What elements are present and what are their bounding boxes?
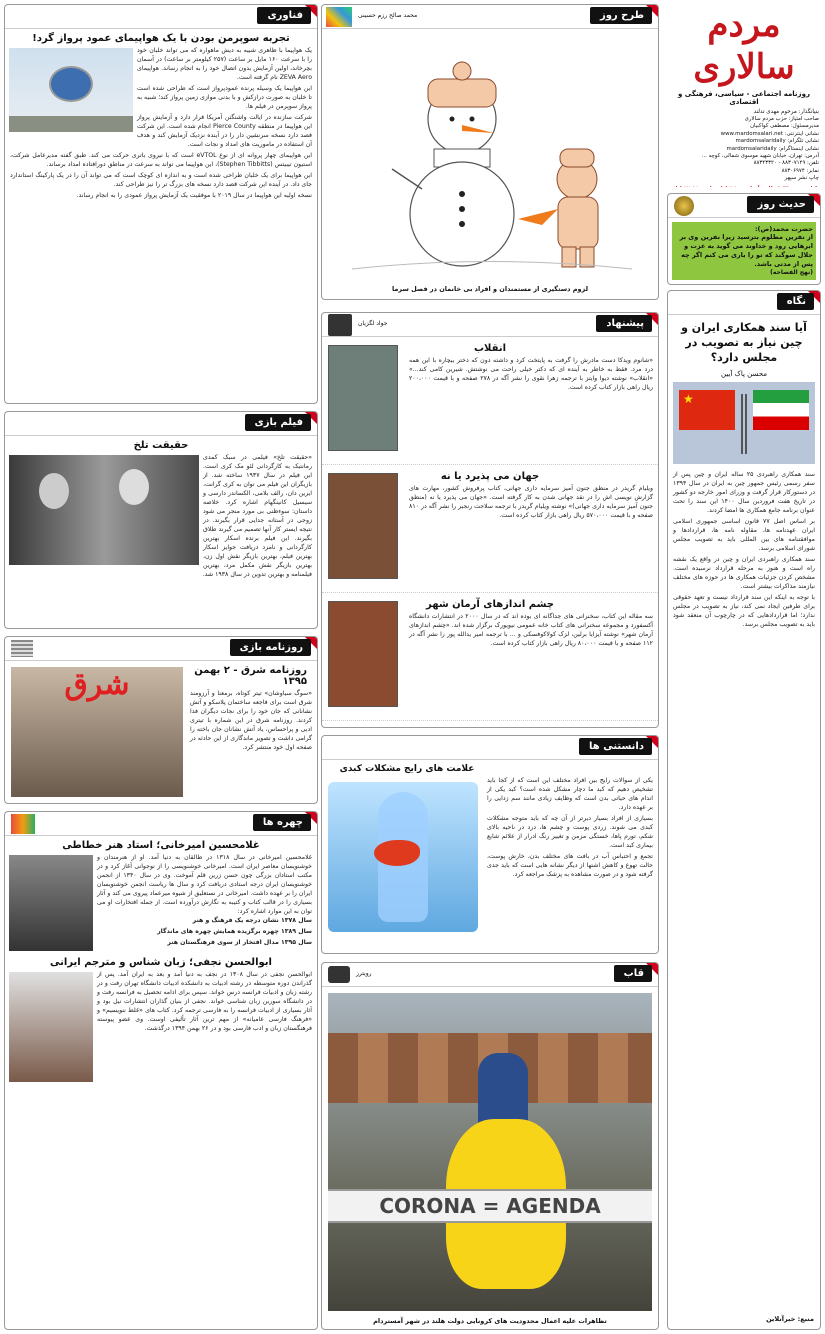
paragraph: بر اساس اصل ۷۷ قانون اساسی جمهوری اسلامی ایران عهدنامه ها، مقاوله نامه ها، قراردادها و موافقتنامه های بین المللی باید به تصویب مجلس شورای اسلامی برسد. bbox=[673, 518, 815, 552]
tarh-header bbox=[322, 5, 658, 29]
book-cover-image bbox=[328, 601, 398, 707]
negah-title: آیا سند همکاری ایران و چین نیاز به تصویب در مجلس دارد؟ bbox=[681, 321, 807, 364]
negah-photo bbox=[673, 382, 815, 464]
chehreha-box bbox=[4, 811, 318, 1330]
paragraph: تجمع و احتباس آب در بافت های مختلف بدن، خارش پوست، حالت تهوع و کاهش اشتها از دیگر نشانه هایی است که باید جدی گرفته شود و در صورت مشاهده به پزشک مراجعه کرد. bbox=[487, 853, 653, 878]
negah-label: نگاه bbox=[777, 293, 814, 310]
paragraph: آدرس: تهران، خیابان شهید موسوی شمالی، کوچه ... bbox=[701, 153, 819, 160]
iran-flag-image bbox=[753, 390, 809, 430]
issue-line-1 bbox=[667, 186, 821, 187]
book-description: سه مقاله این کتاب، سخنرانی های جداگانه ای بوده اند که در سال ۲۰۰۰ در انتشارات دانشگاه آکسفورد و مجموعه سخنرانی های کتاب خانه عمومی نیویورک برگزار شده اند. «چشم اندازهای آرمان شهر» نوشته آیزایا برلین، لزک کولاکوفسکی و ... با ترجمه امیر یدالله پور را نشر آگه در ۱۱۲ صفحه و با قیمت ۸۰،۰۰۰ ریال راهی بازار کتاب کرده است. bbox=[409, 613, 653, 647]
book-list bbox=[322, 337, 658, 721]
negah-box bbox=[667, 290, 821, 1330]
hadith-label: حدیث روز bbox=[747, 196, 814, 213]
negah-signature: منبع: خبرآنلاین bbox=[766, 1315, 814, 1323]
paragraph: صاحب امتیاز: حزب مردم سالاری bbox=[744, 116, 819, 122]
middle-column bbox=[321, 4, 659, 1330]
tarh-box bbox=[321, 4, 659, 300]
hadith-text: از نفرین مظلوم بترسید زیرا نفرین وی بر ابرهایی رود و خداوند می گوید به عزت و جلال سوگند که تو را یاری می کنم اگر چه پس از مدتی باشد. bbox=[679, 233, 813, 268]
paragraph: سال ۱۳۹۵ مدال افتخار از سوی فرهنگستان هنر bbox=[167, 939, 312, 946]
paragraph: سند همکاری راهبردی ۲۵ ساله ایران و چین پس از سفر رسمی رئیس جمهور چین به ایران در سال ۱۳۹۴ در دستورکار قرار گرفت و وزرای امور خارجه دو کشور در تاریخ هفت فروردین سال ۱۴۰۰ این سند را تحت عنوان برنامه جامع همکاری ها امضا کردند. bbox=[673, 471, 815, 514]
pishnahad-label: پیشنهاد bbox=[596, 315, 652, 332]
paragraph: این هواپیما برای یک خلبان طراحی شده است و به اندازه ای کوچک است که می تواند آن را در یک پارکینگ استاندارد جای داد. در آینده این شرکت قصد دارد نسخه های بزرگ تر را نیز طراحی کند. bbox=[10, 172, 312, 188]
ghab-box bbox=[321, 962, 659, 1330]
pishnahad-box bbox=[321, 312, 659, 728]
ghab-photo bbox=[328, 993, 652, 1311]
person-2-photo bbox=[9, 972, 93, 1082]
tarh-artist: محمد صالح رزم حسینی bbox=[358, 12, 418, 19]
paragraph: شرکت سازنده در ایالت واشنگتن آمریکا قرار دارد و آزمایش پرواز این هواپیما در منطقه Pierce County انجام شده است. این شرکت قصد دارد نسخه سرنشین دار را در آینده نزدیک آزمایش کند و هدف آن استفاده در ماموریت های امداد و نجات است. bbox=[137, 114, 312, 148]
paragraph: یکی از سوالات رایج بین افراد مختلف این است که از کجا باید تشخیص دهیم که کبد ما دچار مشکل شده است؟ کبد یکی از اندام های حیاتی بدن است که وظایف زیادی مانند سم زدایی را بر عهده دارد. bbox=[487, 777, 653, 811]
roznamebazi-title: روزنامه شرق - ۲ بهمن ۱۳۹۵ bbox=[194, 665, 307, 687]
hadith-box bbox=[667, 193, 821, 285]
shargh-frontpage bbox=[11, 667, 183, 797]
film-still bbox=[9, 455, 199, 565]
pishnahad-author: جواد لگزیان bbox=[358, 320, 388, 327]
film-header bbox=[5, 412, 317, 436]
fanavari-box bbox=[4, 4, 318, 404]
danestani-body bbox=[482, 776, 658, 879]
masthead-info bbox=[667, 116, 821, 183]
danestani-label: دانستنی ها bbox=[579, 738, 652, 755]
chehreha-header bbox=[5, 812, 317, 836]
tarh-caption: لزوم دستگیری از مستمندان و افراد بی خانمان در فصل سرما bbox=[391, 285, 589, 293]
pishnahad-header bbox=[322, 313, 658, 337]
roznamebazi-box bbox=[4, 636, 318, 804]
roznamebazi-label: روزنامه بازی bbox=[230, 639, 311, 656]
paragraph: سال ۱۳۸۹ چهره برگزیده همایش چهره های ماندگار bbox=[157, 928, 312, 935]
negah-header bbox=[668, 291, 820, 315]
tarh-artist-badge bbox=[326, 7, 352, 27]
danestani-box bbox=[321, 735, 659, 954]
masthead-box bbox=[667, 4, 821, 187]
book-item bbox=[322, 337, 658, 465]
shargh-masthead: شرق bbox=[64, 667, 130, 702]
paragraph: نشانی اینستاگرام: mardomsalaridaily bbox=[726, 145, 819, 152]
ghab-caption: تظاهرات علیه اعمال محدودیت های کرونایی دولت هلند در شهر آمستردام bbox=[373, 1317, 607, 1325]
paragraph: نمابر: ۸۸۳۰۶۹۷۴ bbox=[781, 167, 819, 174]
film-label: فیلم بازی bbox=[245, 414, 311, 431]
banner-text: CORONA = AGENDA bbox=[379, 1194, 601, 1218]
person-1-body: غلامحسین امیرخانی در سال ۱۳۱۸ در طالقان به دنیا آمد. او از هنرمندان و خوشنویسان معاصر ایران است. امیرخانی خوشنویسی را از نوجوانی آغاز کرد و در مکتب استادان بزرگی چون حسن زرین قلم آموخت. وی در سال ۱۳۴۰ از انجمن خوشنویسان ایران درجه استادی دریافت کرد و سال ها ریاست انجمن خوشنویسان ایران را بر عهده داشت. امیرخانی در نستعلیق از شیوه میرعماد پیروی می کند و آثار بسیاری را در قالب کتاب و کتیبه به نگارش درآورده است. از جمله افتخارات او می توان به این موارد اشاره کرد: bbox=[97, 854, 312, 915]
paragraph: نشانی تلگرام: mardomsalaridaily bbox=[735, 138, 819, 145]
film-body: «حقیقت تلخ» فیلمی در سبک کمدی رمانتیک به کارگردانی لئو مک کری است. این فیلم در سال ۱۹۳۷ ساخته شد. از بازیگران این فیلم می توان به کری گرانت، ایرین دان، رالف بلامی، الکساندر دارسی و سیسیل کانینگهام اشاره کرد. خلاصه داستان: سوءظنی بی مورد منجر می شود زوجی در آستانه جدایی قرار بگیرند. در نتیجه ایستر کار آنها تصمیم می گیرند طلاق بگیرند. این فیلم برنده اسکار بهترین کارگردانی و نامزد دریافت جوایز اسکار بهترین فیلم، بهترین بازیگر نقش اول زن، بهترین بازیگر نقش مکمل مرد، بهترین فیلمنامه و بهترین تدوین در سال ۱۹۳۸ شد. bbox=[202, 454, 312, 578]
book-item bbox=[322, 593, 658, 721]
book-item bbox=[322, 465, 658, 593]
hadith-ornament-icon bbox=[674, 196, 694, 216]
fanavari-label: فناوری bbox=[257, 7, 311, 24]
paragraph: نشانی اینترنتی: www.mardomsalari.net bbox=[720, 130, 819, 137]
author-avatar bbox=[328, 314, 352, 336]
left-column bbox=[4, 4, 318, 1330]
book-description: «شانوم ویدکا دست مادرش را گرفت به پایتخت کرد و داشته دون که دختر بیچاره با این همه درد مرد. فقط به خاطر به آینده ای که دکتر خیلی راحت می نوشتش. شیرین کامی کند...» «انقلاب» نوشته دیوا وایتز با ترجمه زهرا نقوی را نشر آگه در ۲۷۸ صفحه و با قیمت ۲۰۰،۰۰۰ ریال راهی بازار کتاب کرده است. bbox=[409, 357, 653, 391]
paragraph: چاپ نشر سپهر bbox=[784, 175, 819, 182]
negah-author: محسن پاک آیین bbox=[721, 370, 767, 378]
protest-banner bbox=[328, 1189, 652, 1223]
liver-illustration bbox=[328, 782, 478, 932]
book-title: چشم اندازهای آرمان شهر bbox=[426, 599, 554, 610]
book-description: ویلیام گریدر در منطق جنون آمیز سرمایه داری جهانی، کتاب پرفروش کشور، مهارت های گزارش نویسی اش را در نقد جهانی شدن به کار گرفته است. «جهان می پذیرد یا نه (منطق جنون آمیز سرمایه داری جهانی)» نوشته ویلیام گریدر با ترجمه سلاحت رنجبر را نشر آگه در ۸۱۰ صفحه و با قیمت ۵۷۰،۰۰۰ ریال راهی بازار کتاب کرده است. bbox=[409, 485, 653, 519]
book-title: جهان می پذیرد یا نه bbox=[440, 471, 540, 482]
paragraph: با توجه به اینکه این سند قرارداد نیست و تعهد حقوقی برای طرفین ایجاد نمی کند، نیاز به تصویب در مجلس ندارد؛ اما قراردادهایی که در چارچوب آن منعقد شود باید به تصویب مجلس برسد. bbox=[673, 594, 815, 628]
person-2-body: ابوالحسن نجفی در سال ۱۳۰۸ در نجف به دنیا آمد و بعد به ایران آمد. پس از گذراندن دوره متوسطه در رشته ادبیات به دانشکده ادبیات دانشگاه تهران رفت و در رشته زبان و ادبیات فرانسه درس خواند. سپس برای ادامه تحصیل به فرانسه رفت و در دانشگاه سوربن زبان شناسی خواند. نجفی از بنیان گذاران انتشارات نیل بود و آثار بسیاری از ادبیات فرانسه را به فارسی ترجمه کرد. کتاب های «غلط ننویسیم» و «فرهنگ فارسی عامیانه» از مهم ترین آثار تألیفی اوست. وی عضو پیوسته فرهنگستان زبان و ادب فارسی بود و در ۲۶ بهمن ۱۳۹۴ درگذشت. bbox=[97, 971, 312, 1032]
book-title: انقلاب bbox=[473, 343, 507, 354]
paragraph: تلفن: ۸۸۳۰۷۱۴۹ - ۸۸۳۴۳۳۲۰ bbox=[753, 160, 819, 167]
masthead-tagline: بنیانگذار: مرحوم مهدی تدلند bbox=[753, 109, 819, 115]
newspaper-icon bbox=[11, 640, 33, 657]
paragraph: یک هواپیما با ظاهری شبیه به دیش ماهواره که می تواند خلبان خود را با سرعت ۱۶۰ مایل بر ساعت (۲۵۷ کیلومتر بر ساعت) در آسمان بچرخاند، اولین آزمایش بدون اتصال خود را به انجام رساند. هواپیمای ZEVA Aero نام گرفته است. bbox=[137, 47, 312, 81]
ghab-header bbox=[322, 963, 658, 987]
ghab-source: رویترز bbox=[356, 970, 372, 977]
tarh-label: طرح روز bbox=[590, 7, 652, 24]
hadith-author: حضرت محمد(ص): bbox=[754, 225, 813, 233]
negah-body bbox=[668, 470, 820, 629]
roznamebazi-body: «سوگ سیاوشان» تیتر کوتاه، برمعنا و آرزومند شرق است برای فاجعه ساختمان پلاسکو و آتش نشانانی که جان خود را برای نجات دیگران فدا کردند. روزنامه شرق در این شماره با تیتری ادبی و پراحساس، یاد آتش نشانان جان باخته را گرامی داشت و تصویر ماندگاری از این حادثه در صفحه اول خود منتشر کرد. bbox=[190, 690, 312, 751]
paragraph: نسخه اولیه این هواپیما در سال ۲۰۱۹ با موفقیت یک آزمایش پرواز عمودی را به انجام رساند. bbox=[76, 192, 312, 199]
camera-icon bbox=[328, 966, 350, 983]
chehreha-label: چهره ها bbox=[253, 814, 311, 831]
person-1-photo bbox=[9, 855, 93, 951]
film-title: حقیقت تلخ bbox=[133, 440, 189, 451]
person-2-title: ابوالحسن نجفی؛ زبان شناس و مترجم ایرانی bbox=[50, 957, 272, 968]
hadith-source: (نهج الفصاحه) bbox=[770, 269, 813, 276]
paragraph: مدیرمسئول: مصطفی کواکبیان bbox=[750, 123, 819, 130]
book-cover-image bbox=[328, 345, 398, 451]
right-column bbox=[667, 4, 821, 1330]
masthead-logo: مردم سالاری bbox=[693, 5, 795, 87]
ghab-label: قاب bbox=[614, 965, 652, 982]
paragraph: این هواپیمای چهار پروانه ای از نوع eVTOL است که با نیروی باتری حرکت می کند. طبق گفته مدیرعامل شرکت، استیون تیبیتس (Stephen Tibbitts)، این هواپیما می تواند به سرعت در مناطق دورافتاده امداد برساند. bbox=[10, 152, 312, 168]
film-box bbox=[4, 411, 318, 629]
colorful-faces-icon bbox=[11, 814, 35, 834]
paragraph: سند همکاری راهبردی ایران و چین در واقع یک نقشه راه است و هنوز به مرحله قرارداد نرسیده است. مشخص کردن جزئیات همکاری ها در حوزه های مختلف نیازمند مذاکرات بیشتر است. bbox=[673, 556, 815, 590]
snowman-cartoon bbox=[322, 29, 658, 277]
person-1-title: غلامحسین امیرخانی؛ استاد هنر خطاطی bbox=[62, 840, 260, 851]
danestani-header bbox=[322, 736, 658, 760]
roznamebazi-header bbox=[5, 637, 317, 661]
book-cover-image bbox=[328, 473, 398, 579]
fanavari-header bbox=[5, 5, 317, 29]
hadith-header bbox=[668, 194, 820, 218]
paragraph: سال ۱۳۷۸ نشان درجه یک فرهنگ و هنر bbox=[192, 917, 312, 924]
masthead-subtitle: روزنامه اجتماعی - سیاسی، فرهنگی و اقتصادی bbox=[678, 90, 810, 106]
danestani-title: علامت های رایج مشکلات کبدی bbox=[339, 764, 475, 774]
aircraft-photo bbox=[9, 48, 133, 132]
paragraph: این هواپیما یک وسیله پرنده عمودپرواز است که طراحی شده است تا خلبان به صورت درازکش و با بدنی موازی زمین پرواز کند؛ شبیه به پرواز سوپرمن در فیلم ها. bbox=[137, 85, 312, 110]
paragraph: بسیاری از افراد بسیار دیرتر از آن چه که باید متوجه مشکلات کبدی می شوند. زردی پوست و چشم ها، درد در ناحیه بالای شکم، تورم پاها، خستگی مزمن و تغییر رنگ ادرار از علائم شایع بیماری کبد است. bbox=[487, 815, 653, 849]
china-flag-image: ★ bbox=[679, 390, 735, 430]
fanavari-title: تجربه سوپرمن بودن با یک هواپیمای عمود پرواز گرد! bbox=[32, 33, 290, 44]
